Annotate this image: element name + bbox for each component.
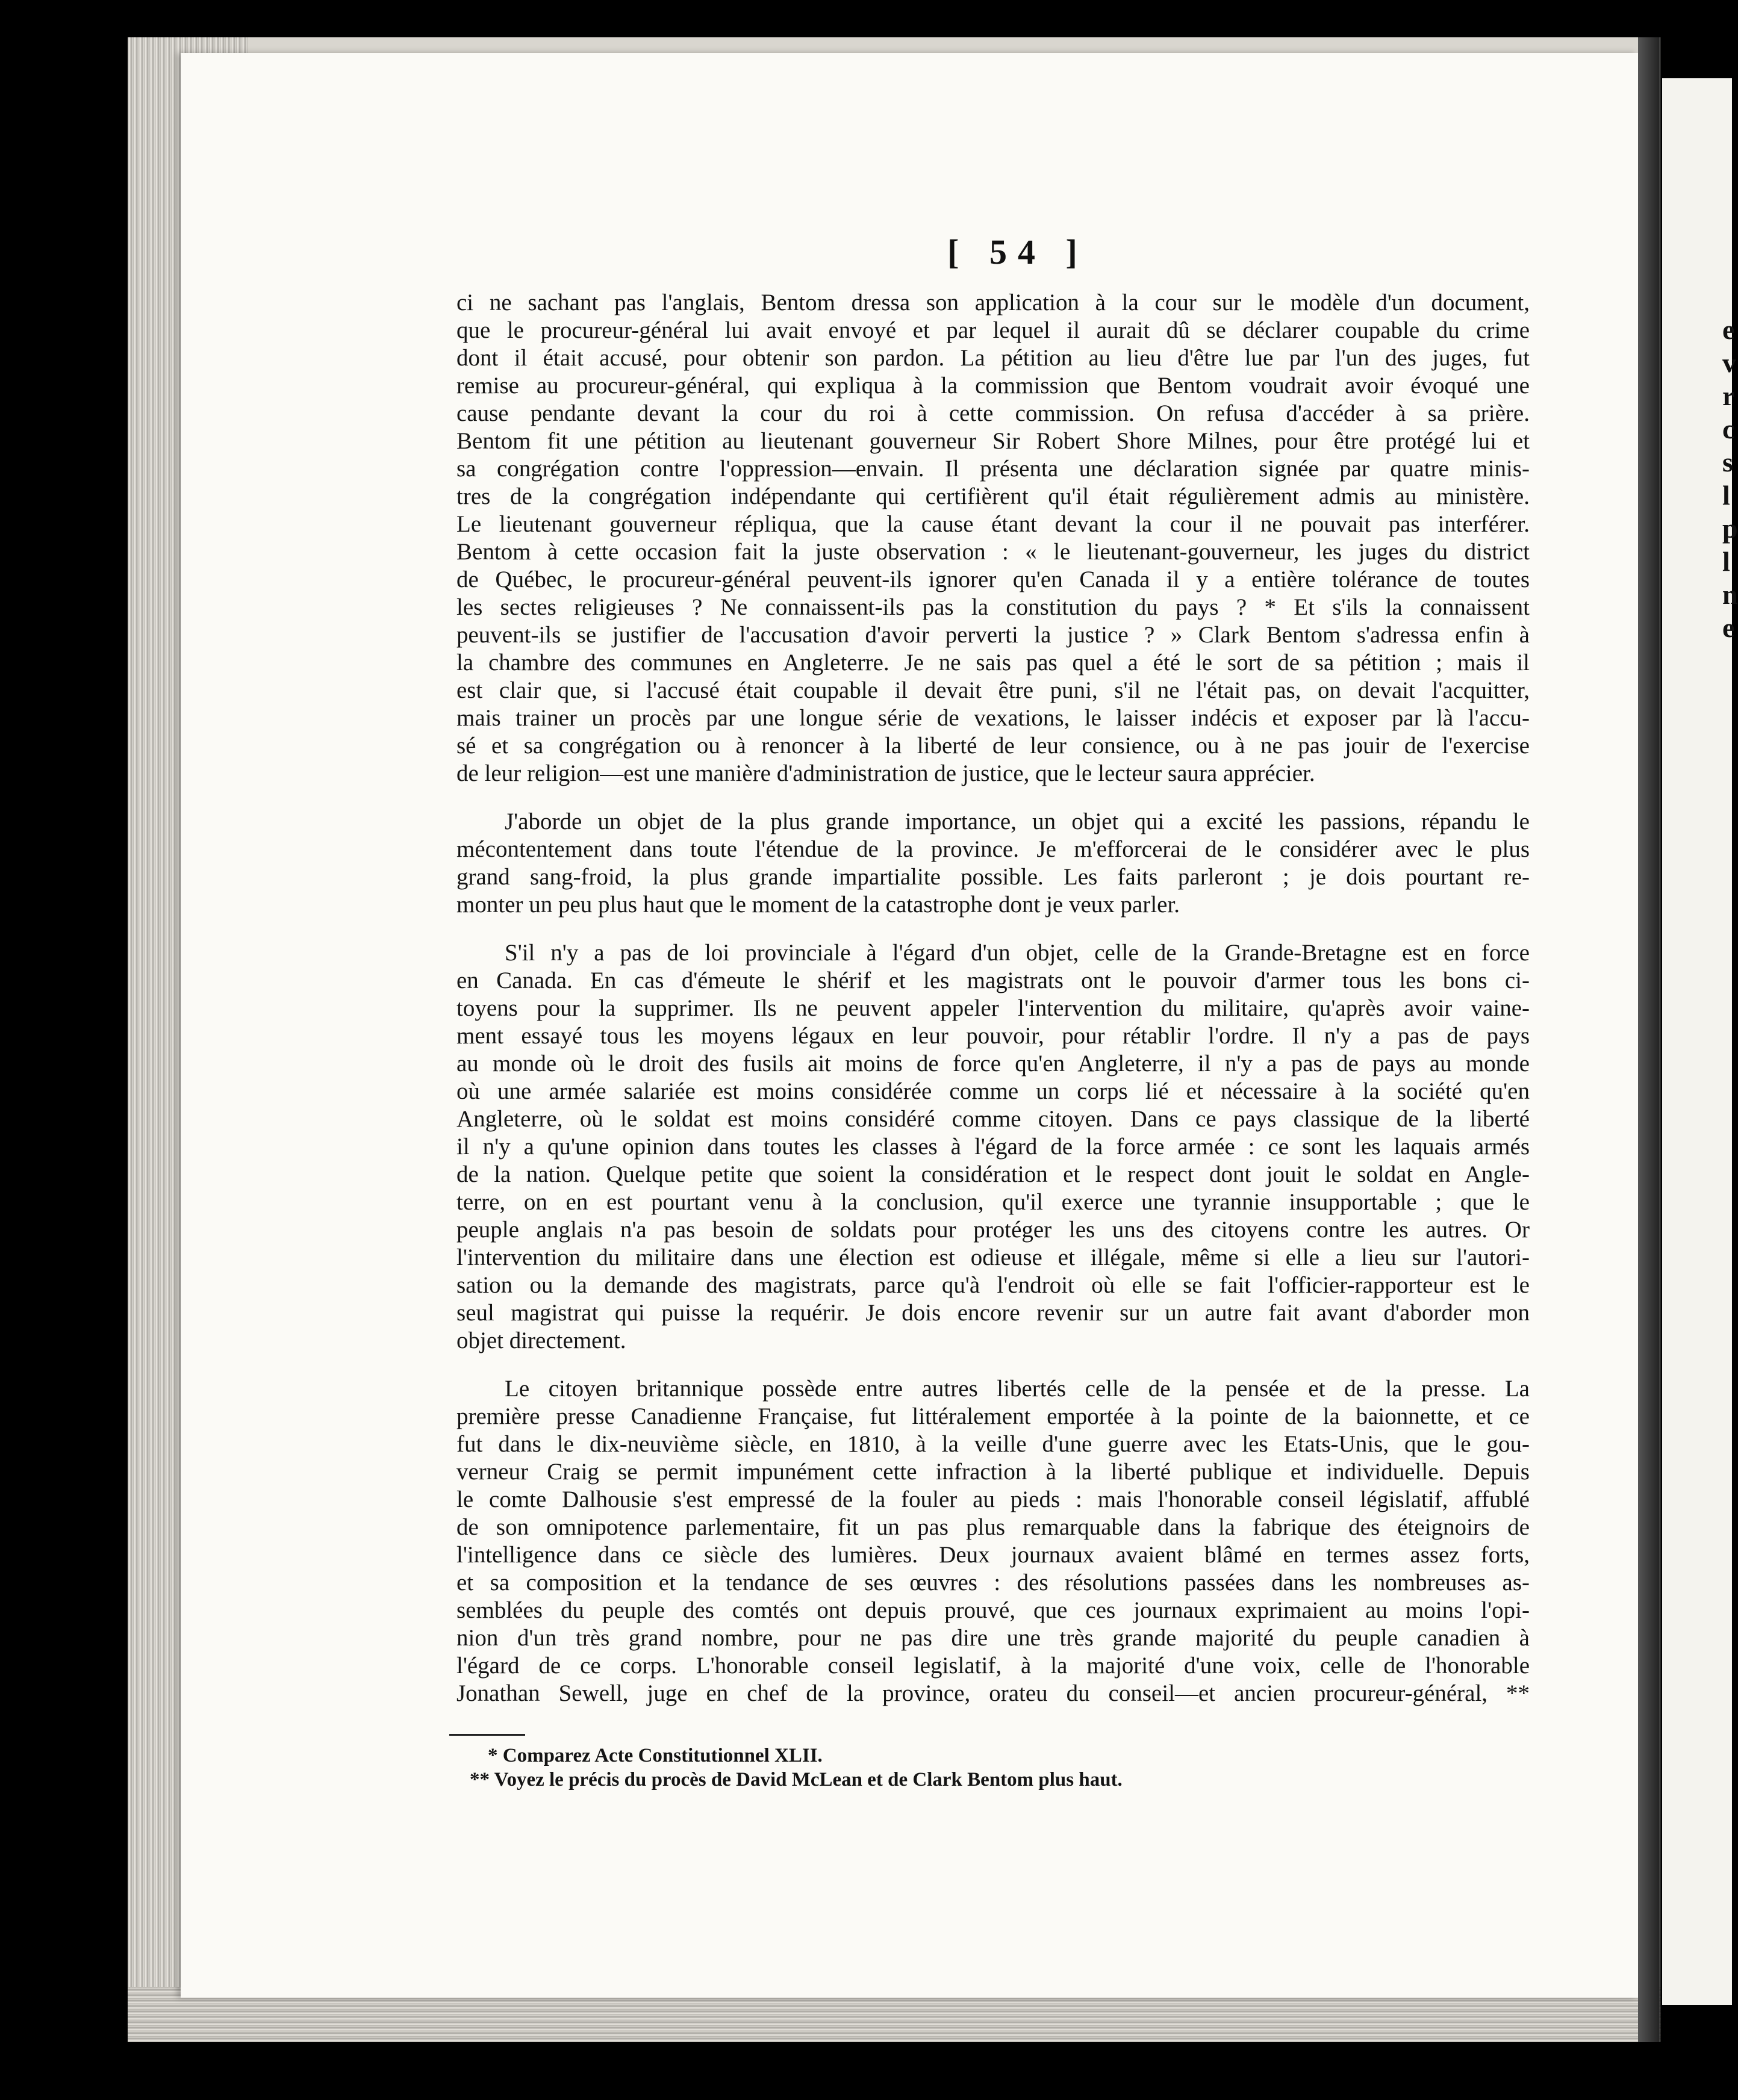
footnote: ** Voyez le précis du procès de David McLean et de Clark Bentom plus haut. [470, 1769, 1123, 1791]
text-line: Le citoyen britannique possède entre autres libertés celle de la pensée et de la presse. La [505, 1376, 1530, 1402]
text-line: de la nation. Quelque petite que soient la considération et le respect dont jouit le soldat en Angle- [456, 1161, 1530, 1187]
text-line: semblées du peuple des comtés ont depuis prouvé, que ces journaux exprimaient au moins l'opi- [456, 1597, 1530, 1623]
text-line: de leur religion—est une manière d'administration de justice, que le lecteur saura apprécier. [456, 760, 1315, 786]
footnote-rule [449, 1734, 525, 1736]
text-line: sation ou la demande des magistrats, parce qu'à l'endroit où elle se fait l'officier-rapporteur est le [456, 1272, 1530, 1298]
text-line: Le lieutenant gouverneur répliqua, que la cause étant devant la cour il ne pouvait pas interférer. [456, 511, 1530, 537]
text-line: ment essayé tous les moyens légaux en leur pouvoir, pour rétablir l'ordre. Il n'y a pas de pays [456, 1023, 1530, 1049]
text-line: Bentom fit une pétition au lieutenant gouverneur Sir Robert Shore Milnes, pour être protégé lui et [456, 428, 1530, 454]
text-line: les sectes religieuses ? Ne connaissent-ils pas la constitution du pays ? * Et s'ils la connaissent [456, 594, 1530, 620]
text-line: il n'y a qu'une opinion dans toutes les classes à l'égard de la force armée : ce sont les laquais armés [456, 1134, 1530, 1160]
paragraph-2 [456, 808, 1530, 919]
text-line: mais trainer un procès par une longue série de vexations, le laisser indécis et exposer par là l'accu- [456, 705, 1530, 731]
body-text [456, 289, 1530, 1707]
text-line: est clair que, si l'accusé était coupable il devait être puni, s'il ne l'était pas, on devait l'acquitter, [456, 677, 1530, 703]
text-line: peuple anglais n'a pas besoin de soldats pour protéger les uns des citoyens contre les autres. Or [456, 1217, 1530, 1243]
text-line: J'aborde un objet de la plus grande importance, un objet qui a excité les passions, répandu le [505, 809, 1530, 834]
text-line: de Québec, le procureur-général peuvent-ils ignorer qu'en Canada il y a entière tolérance de toutes [456, 567, 1530, 592]
text-line: tres de la congrégation indépendante qui certifièrent qu'il était régulièrement admis au ministère. [456, 483, 1530, 509]
footnote: * Comparez Acte Constitutionnel XLII. [488, 1745, 823, 1766]
text-line: toyens pour la supprimer. Ils ne peuvent appeler l'intervention du militaire, qu'après avoir vaine- [456, 995, 1530, 1021]
text-line: et sa composition et la tendance de ses œuvres : des résolutions passées dans les nombreuses as- [456, 1570, 1530, 1595]
text-line: sa congrégation contre l'oppression—envain. Il présenta une déclaration signée par quatre minis- [456, 456, 1530, 482]
text-line: objet directement. [456, 1328, 626, 1353]
paragraph-1 [456, 289, 1530, 788]
page-number-header: [ 54 ] [947, 232, 1088, 272]
text-line: S'il n'y a pas de loi provinciale à l'égard d'un objet, celle de la Grande-Bretagne est en force [505, 940, 1530, 966]
text-line: de son omnipotence parlementaire, fit un pas plus remarquable dans la fabrique des éteignoirs de [456, 1514, 1530, 1540]
text-line: le comte Dalhousie s'est empressé de la fouler au pieds : mais l'honorable conseil législatif, affublé [456, 1486, 1530, 1512]
paragraph-3 [456, 939, 1530, 1355]
text-line: en Canada. En cas d'émeute le shérif et les magistrats ont le pouvoir d'armer tous les bons ci- [456, 968, 1530, 993]
text-line: où une armée salariée est moins considérée comme un corps lié et nécessaire à la société qu'en [456, 1078, 1530, 1104]
facing-page-letters: e v r c s l p l n e [1722, 314, 1738, 643]
text-line: première presse Canadienne Française, fut littéralement emportée à la pointe de la baionnette, et ce [456, 1403, 1530, 1429]
facing-page-fragment [1662, 78, 1738, 2005]
text-line: Bentom à cette occasion fait la juste observation : « le lieutenant-gouverneur, les juges du district [456, 539, 1530, 565]
text-line: nion d'un très grand nombre, pour ne pas dire une très grande majorité du peuple canadien à [456, 1625, 1530, 1651]
text-line: au monde où le droit des fusils ait moins de force qu'en Angleterre, il n'y a pas de pays au monde [456, 1051, 1530, 1076]
text-line: sé et sa congrégation ou à renoncer à la liberté de leur consience, ou à ne pas jouir de l'exercise [456, 733, 1530, 759]
book-gutter [1638, 37, 1660, 2042]
text-line: cause pendante devant la cour du roi à cette commission. On refusa d'accéder à sa prière. [456, 400, 1530, 426]
text-line: seul magistrat qui puisse la requérir. Je dois encore revenir sur un autre fait avant d'aborder mon [456, 1300, 1530, 1326]
text-line: l'intelligence dans ce siècle des lumières. Deux journaux avaient blâmé en termes assez forts, [456, 1542, 1530, 1568]
text-line: verneur Craig se permit impunément cette infraction à la liberté publique et individuelle. Depuis [456, 1459, 1530, 1485]
text-line: grand sang-froid, la plus grande impartialite possible. Les faits parleront ; je dois pourtant re- [456, 864, 1530, 890]
text-line: remise au procureur-général, qui expliqua à la commission que Bentom voudrait avoir évoqué une [456, 373, 1530, 399]
text-line: mécontentement dans toute l'étendue de la province. Je m'efforcerai de le considérer avec le plus [456, 836, 1530, 862]
text-line: dont il était accusé, pour obtenir son pardon. La pétition au lieu d'être lue par l'un des juges, fut [456, 345, 1530, 371]
text-line: peuvent-ils se justifier de l'accusation d'avoir perverti la justice ? » Clark Bentom s'adressa enfin à [456, 622, 1530, 648]
text-line: l'intervention du militaire dans une élection est odieuse et illégale, même si elle a lieu sur l'autori- [456, 1244, 1530, 1270]
paragraph-4 [456, 1375, 1530, 1707]
text-line: que le procureur-général lui avait envoyé et par lequel il aurait dû se déclarer coupable du crime [456, 317, 1530, 343]
text-line: terre, on en est pourtant venu à la conclusion, qu'il exerce une tyrannie insupportable ; que le [456, 1189, 1530, 1215]
text-line: ci ne sachant pas l'anglais, Bentom dressa son application à la cour sur le modèle d'un document, [456, 290, 1530, 315]
text-line: monter un peu plus haut que le moment de la catastrophe dont je veux parler. [456, 892, 1180, 918]
text-line: Jonathan Sewell, juge en chef de la province, orateu du conseil—et ancien procureur-général, ** [456, 1680, 1530, 1706]
text-line: Angleterre, où le soldat est moins considéré comme citoyen. Dans ce pays classique de la liberté [456, 1106, 1530, 1132]
text-line: fut dans le dix-neuvième siècle, en 1810, à la veille d'une guerre avec les Etats-Unis, que le gou- [456, 1431, 1530, 1457]
text-line: la chambre des communes en Angleterre. Je ne sais pas quel a été le sort de sa pétition ; mais il [456, 650, 1530, 676]
text-line: l'égard de ce corps. L'honorable conseil legislatif, à la majorité d'une voix, celle de l'honorable [456, 1653, 1530, 1679]
footnotes [470, 1744, 1271, 1792]
